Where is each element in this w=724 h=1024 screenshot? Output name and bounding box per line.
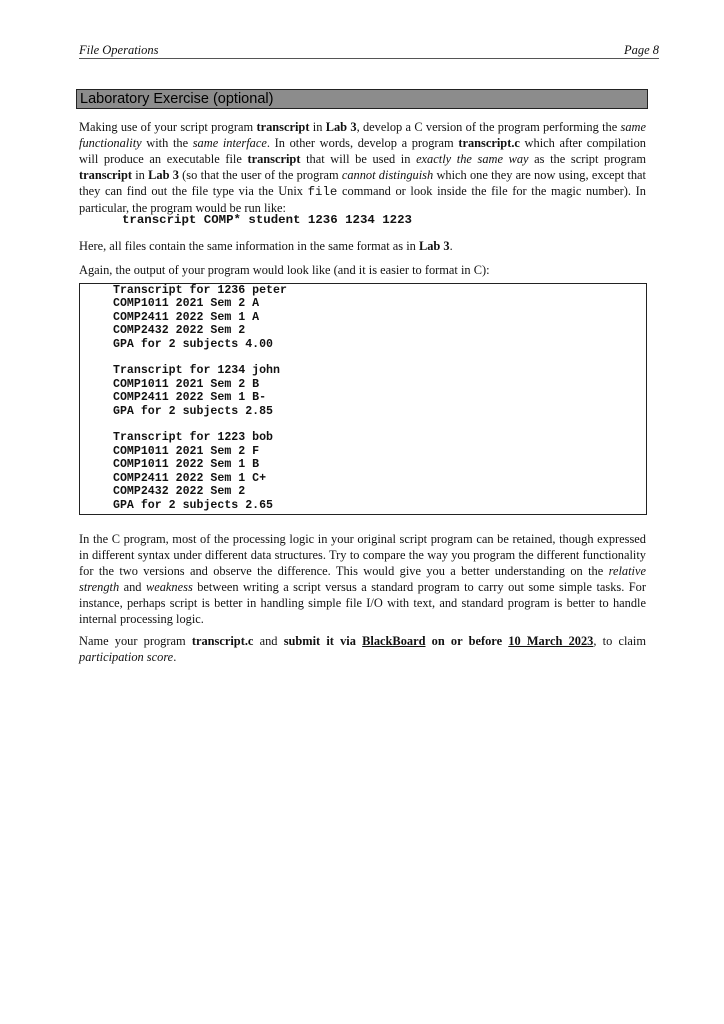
text: . xyxy=(449,239,453,253)
text: and xyxy=(119,580,146,594)
text: which one they are now using, except that they can find out the file type via the Unix xyxy=(79,168,646,198)
italic-text: weakness xyxy=(145,580,193,594)
text: Name your program xyxy=(79,634,192,648)
text: between writing a script versus a standard program to carry out some simple tasks. For instance, perhaps script is better in handling simple file I/O with text, and standard program is better to handle internal processing logic. xyxy=(79,580,646,626)
text: Here, all files contain the same information in the same format as in xyxy=(79,239,419,253)
text: and xyxy=(253,634,284,648)
bold-text: Lab 3 xyxy=(148,168,179,182)
submission-paragraph xyxy=(79,633,646,665)
text: as the script program xyxy=(528,152,646,166)
text: with the xyxy=(141,136,193,150)
comparison-paragraph xyxy=(79,531,646,627)
text: in xyxy=(132,168,149,182)
italic-text: same functionality xyxy=(79,120,646,150)
text: , develop a C version of the program performing the xyxy=(356,120,621,134)
header-title: File Operations xyxy=(79,43,159,57)
italic-text: same interface xyxy=(192,136,267,150)
italic-text: cannot distinguish xyxy=(341,168,434,182)
text: that will be used in xyxy=(300,152,417,166)
text: in xyxy=(309,120,326,134)
blackboard-text: BlackBoard xyxy=(362,634,426,648)
bold-text: transcript xyxy=(247,152,301,166)
bold-text: submit it via xyxy=(283,634,363,648)
page-number: Page 8 xyxy=(623,43,659,57)
code-text: file xyxy=(307,185,338,199)
bold-text: Lab 3 xyxy=(325,120,357,134)
text: command or look inside the file for the magic number). In particular, the program would be run like: xyxy=(79,184,646,215)
page-header xyxy=(79,43,659,59)
bold-text: Lab 3 xyxy=(418,239,450,253)
sample-output: Transcript for 1236 peter COMP1011 2021 Sem 2 A COMP2411 2022 Sem 1 A COMP2432 2022 Sem 2 GPA for 2 subjects 4.00 Transcript for 1234 john COMP1011 2021 Sem 2 B COMP2411 2022 Sem 1 B- GPA for 2 subjects 2.85 Transcript for 1223 bob COMP1011 2021 Sem 2 F COMP1011 2022 Sem 1 B COMP2411 2022 Sem 1 C+ COMP2432 2022 Sem 2 GPA for 2 subjects 2.65 xyxy=(113,284,287,512)
italic-text: relative strength xyxy=(79,564,646,594)
bold-text: transcript xyxy=(256,120,310,134)
text: which after compilation will produce an executable file xyxy=(79,136,646,166)
italic-text: participation score xyxy=(79,650,174,664)
intro-paragraph xyxy=(79,119,646,216)
italic-text: exactly the same way xyxy=(416,152,529,166)
text: In the C program, most of the processing logic in your original script program can be retained, though expressed in different syntax under different data structures. Try to compare the way you program the different functionality for the two versions and observe the difference. This would give you a better understanding on the xyxy=(79,532,646,578)
bold-text: transcript xyxy=(79,168,132,182)
deadline-date: 10 March 2023 xyxy=(508,634,594,648)
text: . xyxy=(173,650,177,664)
command-example: transcript COMP* student 1236 1234 1223 xyxy=(122,213,412,227)
text: . In other words, develop a program xyxy=(266,136,459,150)
bold-text: transcript.c xyxy=(458,136,520,150)
text: , to claim xyxy=(593,634,646,648)
sample-output-box xyxy=(79,283,647,515)
output-intro-paragraph: Again, the output of your program would look like (and it is easier to format in C): xyxy=(79,263,490,277)
bold-text: transcript.c xyxy=(191,634,254,648)
text: Making use of your script program xyxy=(79,120,257,134)
section-title: Laboratory Exercise (optional) xyxy=(76,89,648,109)
bold-text: on or before xyxy=(425,634,509,648)
files-paragraph xyxy=(79,238,646,254)
text: (so that the user of the program xyxy=(178,168,342,182)
